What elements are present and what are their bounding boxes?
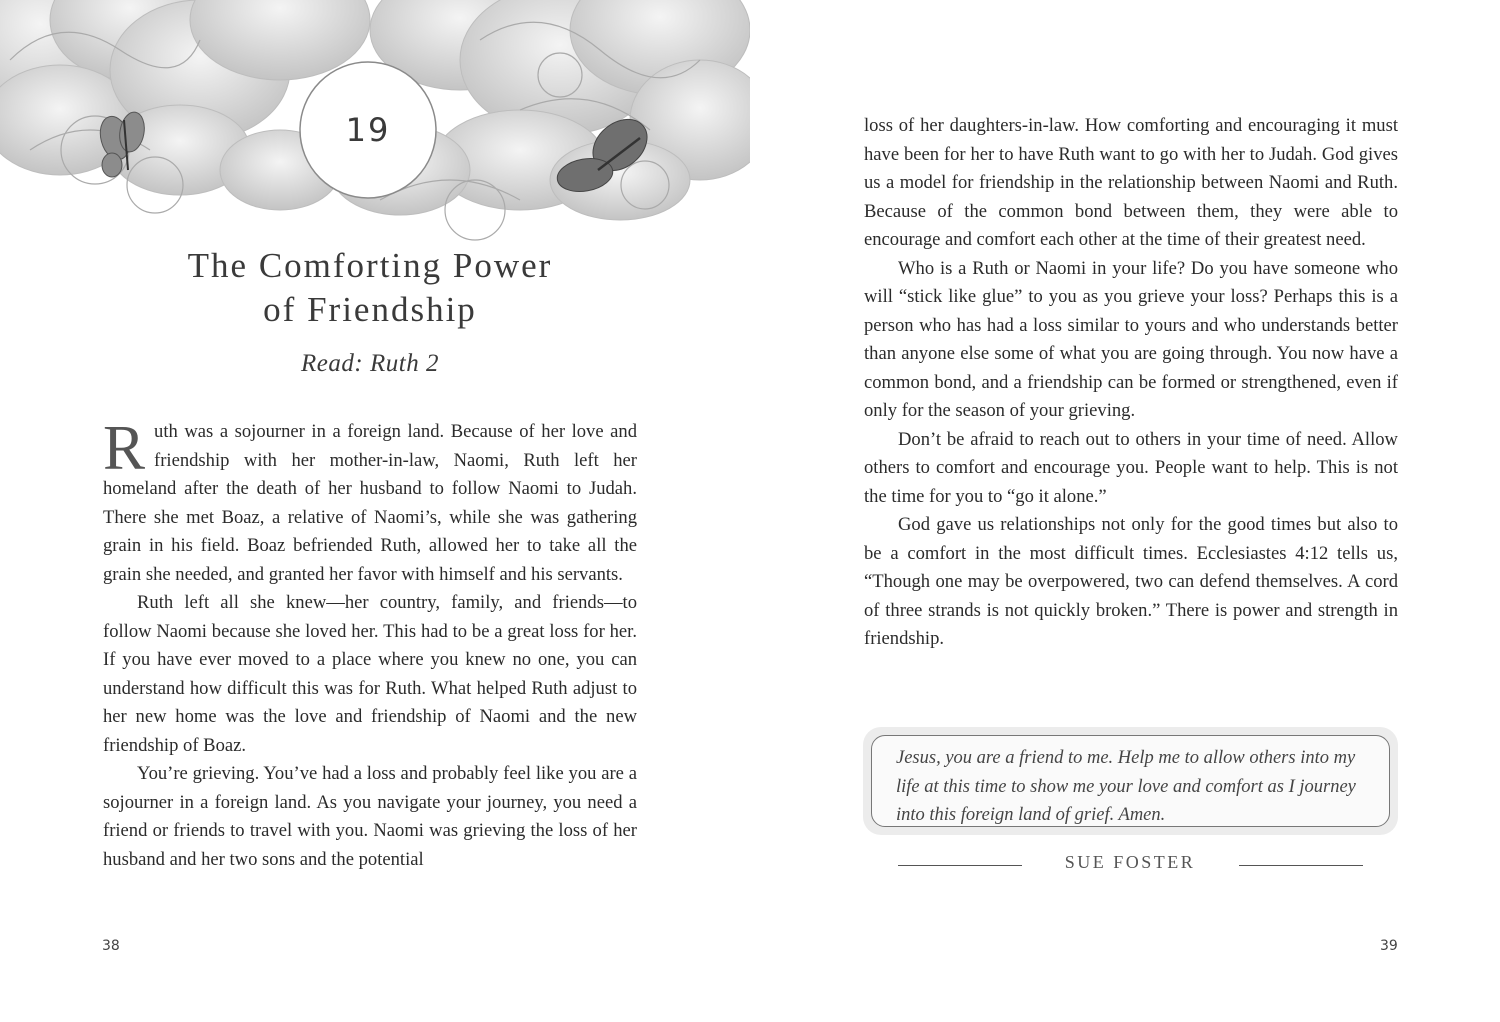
prayer-frame — [871, 735, 1390, 827]
paragraph: loss of her daughters-in-law. How comforting and encouraging it must have been for her to have Ruth want to go with her to Judah. God gives us a model for friendship in the relationship between Naomi and Ruth. Because of the common bond between them, they were able to encourage and comfort each other at the time of their greatest need. — [864, 115, 1398, 250]
chapter-title-line2: of Friendship — [263, 290, 477, 329]
paragraph: You’re grieving. You’ve had a loss and probably feel like you are a sojourner in a foreign land. As you navigate your journey, you need a friend or friends to travel with you. Naomi was grieving the loss of her husband and her two sons and the potential — [103, 763, 637, 870]
drop-cap: R — [103, 413, 146, 483]
author-rule-left — [898, 865, 1022, 866]
chapter-title — [100, 244, 640, 332]
page-number: 38 — [102, 938, 120, 954]
paragraph: Ruth left all she knew—her country, family, and friends—to follow Naomi because she loved her. This had to be a great loss for her. If you have ever moved to a place where you knew no one, you can understand how difficult this was for Ruth. What helped Ruth adjust to her new home was the love and friendship of Naomi and the new friendship of Boaz. — [103, 592, 637, 756]
right-body-text — [864, 112, 1398, 654]
chapter-title-line1: The Comforting Power — [187, 246, 553, 285]
paragraph: Who is a Ruth or Naomi in your life? Do you have someone who will “stick like glue” to you as you grieve your loss? Perhaps this is a person who has had a loss similar to yours and who understands better than anyone else some of what you are going through. You now have a common bond, and a friendship can be formed or strengthened, even if only for the season of your grieving. — [864, 257, 1398, 421]
right-page — [750, 0, 1500, 1022]
prayer-text: Jesus, you are a friend to me. Help me to allow others into my life at this time to show me your love and comfort as I journey into this foreign land of grief. Amen. — [896, 748, 1356, 825]
author-name: SUE FOSTER — [1064, 852, 1196, 872]
chapter-number: 19 — [345, 111, 391, 149]
author-rule-right — [1239, 865, 1363, 866]
prayer-box — [863, 727, 1398, 835]
paragraph-text: uth was a sojourner in a foreign land. Because of her love and friendship with her mother-in-law, Naomi, Ruth left her homeland after the death of her husband to follow Naomi to Judah. There she met Boaz, a relative of Naomi’s, while she was gathering grain in his field. Boaz befriended Ruth, allowed her to take all the grain she needed, and granted her favor with himself and his servants. — [103, 421, 637, 585]
paragraph: God gave us relationships not only for the good times but also to be a comfort in the most difficult times. Ecclesiastes 4:12 tells us, “Though one may be overpowered, two can defend themselves. A cord of three strands is not quickly broken.” There is power and strength in friendship. — [864, 514, 1398, 649]
paragraph: Don’t be afraid to reach out to others in your time of need. Allow others to comfort and encourage you. People want to help. This is not the time for you to “go it alone.” — [864, 428, 1398, 507]
page-number: 39 — [1380, 938, 1398, 954]
left-body-text — [103, 413, 637, 874]
scripture-reading: Read: Ruth 2 — [301, 350, 439, 377]
paragraph — [103, 413, 637, 589]
